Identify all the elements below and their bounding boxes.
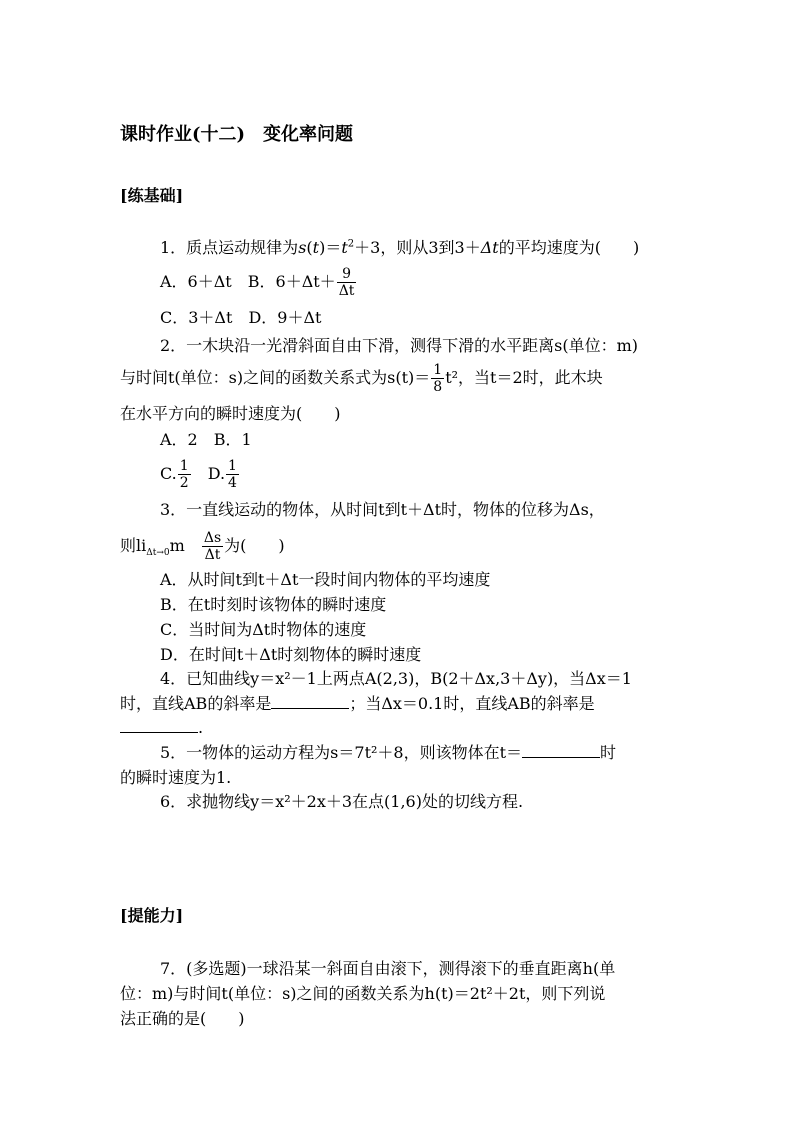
q7-line3: 法正确的是( )	[120, 1009, 245, 1028]
q6-line1: 6．求抛物线y＝x²＋2x＋3在点(1,6)处的切线方程.	[160, 792, 524, 811]
q1-stem: 1．质点运动规律为$s(t)=t^2+3$，则从3到3＋Δt的平均速度为( )	[160, 238, 640, 257]
q2-line2: 与时间t(单位：s)之间的函数关系式为s(t)＝ $\frac{1}{8}$ t²，当t＝2时，此木块	[120, 362, 603, 395]
q3-fraction: $\frac{\Delta s}{\Delta t}$	[203, 530, 222, 563]
q3-line2: 则$li_{\Delta t\to 0}m$ $\frac{\Delta s}{\Delta t}$ 为( )	[120, 530, 285, 563]
q3-option-d: D．在时间t＋Δt时刻物体的瞬时速度	[160, 645, 422, 664]
q4-line3: .	[120, 718, 203, 738]
q1-options-ab: A．6＋Δt B．6＋Δt＋ $\frac{9}{\Delta t}$	[160, 266, 355, 299]
q4-blank-2	[120, 718, 198, 733]
q5-line2: 的瞬时速度为1.	[120, 768, 232, 787]
q2-line1: 2．一木块沿一光滑斜面自由下滑，测得下滑的水平距离s(单位：m)	[160, 336, 639, 355]
q4-line2: 时，直线AB的斜率是 ；当Δx＝0.1时，直线AB的斜率是	[120, 694, 595, 713]
q3-option-a: A．从时间t到t＋Δt一段时间内物体的平均速度	[160, 570, 491, 589]
q4-line1: 4．已知曲线y＝x²－1上两点A(2,3)，B(2＋Δx,3＋Δy)，当Δx＝1	[160, 669, 632, 688]
q4-blank-1	[271, 694, 349, 709]
section-advanced: [提能力]	[120, 906, 184, 925]
q7-line1: 7．(多选题)一球沿某一斜面自由滚下，测得滚下的垂直距离h(单	[160, 959, 616, 978]
page-title: 课时作业(十二) 变化率问题	[120, 124, 354, 145]
q3-line1: 3．一直线运动的物体，从时间t到t＋Δt时，物体的位移为Δs，	[160, 500, 605, 519]
q7-line2: 位：m)与时间t(单位：s)之间的函数关系为h(t)＝2t²＋2t，则下列说	[120, 984, 606, 1003]
q2-options-ab: A．2 B．1	[160, 430, 252, 449]
q1-fraction: $\frac{9}{\Delta t}$	[338, 266, 355, 299]
q2-fraction-quarter: $\frac{1}{4}$	[228, 458, 237, 491]
q2-line3: 在水平方向的瞬时速度为( )	[120, 404, 341, 423]
q2-options-cd: C. $\frac{1}{2}$ D. $\frac{1}{4}$	[160, 458, 237, 491]
q2-fraction-eighth: $\frac{1}{8}$	[433, 362, 443, 395]
section-basic: [练基础]	[120, 186, 184, 205]
q3-option-c: C．当时间为Δt时物体的速度	[160, 620, 367, 639]
q3-option-b: B．在t时刻时该物体的瞬时速度	[160, 595, 387, 614]
q5-blank	[522, 743, 600, 758]
q2-fraction-half: $\frac{1}{2}$	[179, 458, 189, 491]
q5-line1: 5．一物体的运动方程为s＝7t²＋8，则该物体在t＝ 时	[160, 743, 617, 762]
q1-options-cd: C．3＋Δt D．9＋Δt	[160, 308, 322, 327]
